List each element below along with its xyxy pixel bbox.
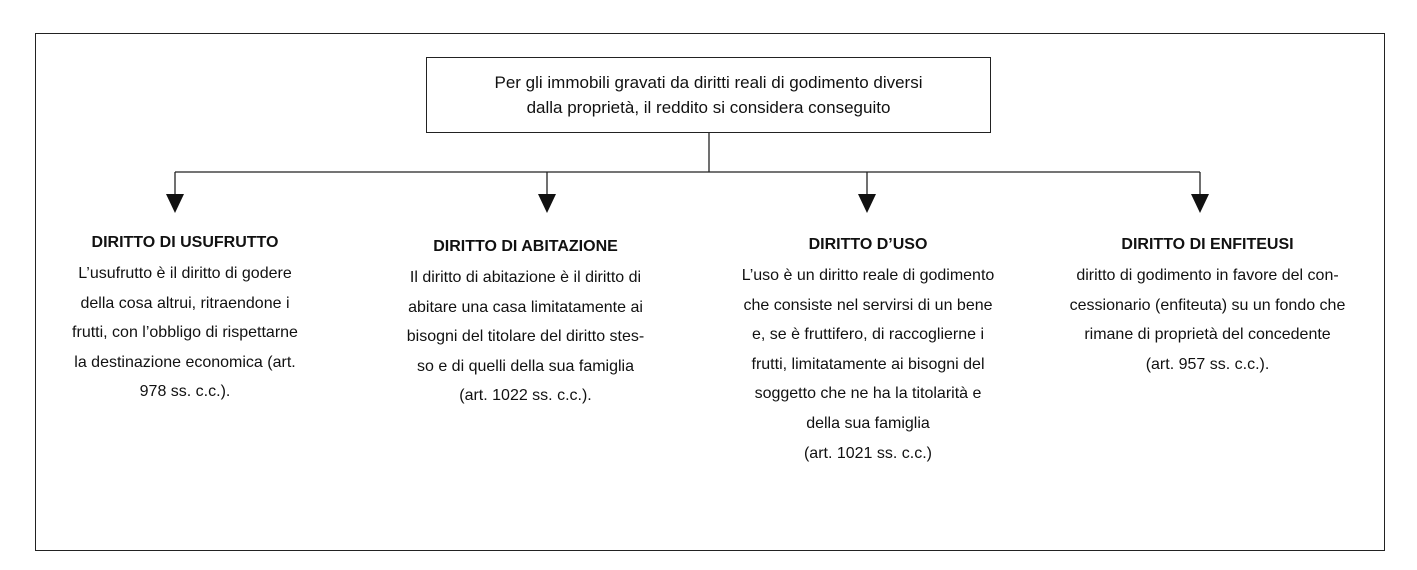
column-text-line: la destinazione economica (art. <box>74 353 296 371</box>
column-uso <box>712 233 1024 468</box>
column-text-line: (art. 1021 ss. c.c.) <box>803 444 933 462</box>
column-title: DIRITTO DI USUFRUTTO <box>91 234 279 251</box>
column-enfiteusi <box>1040 233 1375 379</box>
arrow-usufrutto <box>166 172 184 213</box>
column-text-line: cessionario (enfiteuta) su un fondo che <box>1069 296 1346 314</box>
column-text-line: frutti, con l’obbligo di rispettarne <box>72 324 298 342</box>
column-text-line: abitare una casa limitatamente ai <box>408 298 643 316</box>
column-title: DIRITTO DI ABITAZIONE <box>433 238 618 255</box>
column-abitazione <box>373 235 678 411</box>
arrow-abitazione <box>538 172 556 213</box>
arrow-enfiteusi <box>1191 172 1209 213</box>
column-text-line: che consiste nel servirsi di un bene <box>743 296 993 314</box>
column-text-line: L’uso è un diritto reale di godimento <box>741 267 995 284</box>
arrow-uso <box>858 172 876 213</box>
column-text-line: 978 ss. c.c.). <box>139 383 231 401</box>
column-title: DIRITTO DI ENFITEUSI <box>1121 236 1294 253</box>
column-text-line: frutti, limitatamente ai bisogni del <box>751 355 985 373</box>
column-text-line: (art. 1022 ss. c.c.). <box>459 387 592 405</box>
column-text-line: bisogni del titolare del diritto stes- <box>406 328 645 346</box>
column-text-line: della cosa altrui, ritraendone i <box>80 294 290 312</box>
root-text-line-1: Per gli immobili gravati da diritti reali di godimento diversi <box>494 73 923 92</box>
column-text-line: rimane di proprietà del concedente <box>1084 326 1331 344</box>
column-text-line: Il diritto di abitazione è il diritto di <box>409 269 642 286</box>
column-usufrutto <box>50 231 320 407</box>
column-text-line: (art. 957 ss. c.c.). <box>1145 355 1270 373</box>
column-text-line: della sua famiglia <box>806 414 930 432</box>
column-text-line: so e di quelli della sua famiglia <box>416 357 634 375</box>
column-text-line: diritto di godimento in favore del con- <box>1076 267 1339 284</box>
column-text-line: soggetto che ne ha la titolarità e <box>754 385 982 403</box>
root-text-line-2: dalla proprietà, il reddito si considera conseguito <box>526 98 891 117</box>
column-text-line: L’usufrutto è il diritto di godere <box>78 265 292 282</box>
column-text-line: e, se è fruttifero, di raccoglierne i <box>751 326 985 344</box>
column-title: DIRITTO D’USO <box>808 236 928 253</box>
